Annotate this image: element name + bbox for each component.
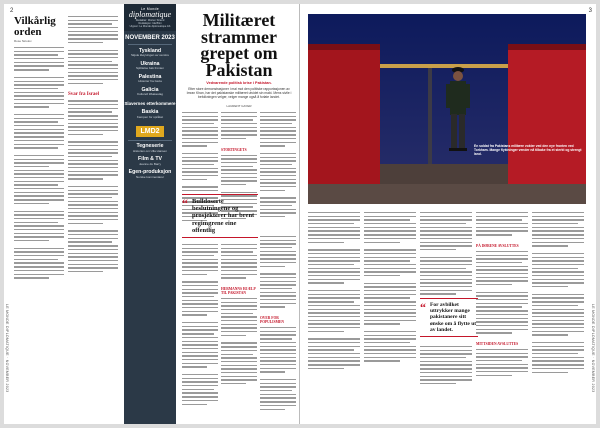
issue-sidebar <box>124 4 176 424</box>
left-page <box>4 4 300 424</box>
running-head-right: LE MONDE DIPLOMATIQUE · NOVEMBER 2023 <box>591 304 595 393</box>
issue-month: NOVEMBER 2023 <box>125 34 175 41</box>
section-subtitle: Kulturell tilbakeslag <box>137 92 163 97</box>
right-page <box>300 4 596 424</box>
pull-quote-text: Bulldoserte beslutningene og prosjekterer har brent regimgrene eine offentlig <box>192 198 255 234</box>
section-subtitle: Historier fra Gaza <box>138 79 162 84</box>
main-article-col2-lower <box>221 244 257 387</box>
main-article-title: Militæret strammer grepet om Pakistan <box>200 10 278 80</box>
section-title: Baskia <box>141 109 159 116</box>
pull-quote-text: For avbilket uttrykker mange pakistanere sitt ønske om å flytte ut av landet. <box>430 302 477 333</box>
photo-illustration <box>308 14 586 204</box>
soldier-border-photo <box>308 14 586 204</box>
publisher-line: Redaksjon: Ida Blixt <box>138 22 162 26</box>
section-subtitle: Historien om Ulla Hansen <box>132 148 167 153</box>
main-article-col1-lower <box>182 244 218 407</box>
right-col3 <box>420 212 472 297</box>
section-title: Slavernes etterkommere <box>124 100 176 106</box>
right-col1 <box>308 212 360 372</box>
photo-caption: En soldat fra Pakistans militære vokter ved den nye fronten ved Torkham. Mange flyktninger vender nå tilbake fra et sterkt og strengt land. <box>474 144 582 156</box>
quote-mark-icon: “ <box>182 196 188 210</box>
section-head: STORTINGETS <box>221 147 247 152</box>
left-article-byline: Rose Nicolov <box>14 39 32 43</box>
left-article <box>14 16 64 281</box>
section-title: Galicia <box>141 86 159 93</box>
publisher-line: Redaktør: Morten Strand <box>135 19 165 22</box>
right-col5 <box>532 212 584 375</box>
main-pull-quote <box>182 194 258 238</box>
main-article-lead: Etter store demonstrasjoner i mai mot den politiske rapportasjonen av Imran Khan, har det pakistanske militæret utvidet sin makt. Mens sivile i befolkningen velger, velger mange også å forlate landet. <box>186 87 292 99</box>
left-article-title: Vilkårlig orden <box>14 15 56 38</box>
quote-mark-icon: “ <box>420 300 426 314</box>
right-col4 <box>476 212 528 378</box>
section-subtitle: Splittelse bak fronten <box>135 66 165 71</box>
section-head: HERMANNS HJÆLP TIL PAKISTAN <box>221 286 256 295</box>
section-head: MITTSIDEN AVSLUTTES <box>476 341 519 346</box>
section-subtitle: Skjule kløyvingen av venstre <box>130 53 170 58</box>
section-title: Film & TV <box>138 156 162 163</box>
right-col2 <box>364 212 416 364</box>
main-article-col3-lower <box>260 236 296 412</box>
section-title: Ukraina <box>140 60 160 67</box>
running-head-left: LE MONDE DIPLOMATIQUE · NOVEMBER 2023 <box>5 304 9 393</box>
masthead <box>124 4 176 31</box>
section-head: OVER FOR POPULISMEN <box>260 316 284 325</box>
masthead-name: diplomatique <box>128 10 172 19</box>
section-subtitle: Kampen for språket <box>136 114 164 119</box>
right-pull-quote <box>420 298 478 337</box>
right-col3-lower <box>420 346 472 387</box>
newspaper-spread <box>4 4 596 424</box>
main-article-col3 <box>260 112 296 220</box>
page-number-left: 2 <box>10 8 14 14</box>
left-article-body-col2 <box>68 16 118 275</box>
masthead-prefix: Le Monde <box>141 7 159 11</box>
left-article-subheading: Svar fra Israel <box>68 92 100 98</box>
main-article-subtitle: Vedvarende politisk krise i Pakistan. <box>206 81 272 85</box>
section-head: PÅ DØRENE AVSLUTTES <box>476 243 519 248</box>
section-title: Tegneserie <box>136 143 164 150</box>
main-article-byline: LAURENT GAYER <box>226 104 252 108</box>
section-title: Egen-produksjon <box>128 169 172 176</box>
lmd2-logo: LMD2 <box>136 126 164 137</box>
page-number-right: 3 <box>588 8 592 14</box>
section-title: Palestina <box>138 73 162 80</box>
section-subtitle: Jeanne du Barry <box>138 161 161 166</box>
publisher-line: Utgiver: Le Monde diplomatique AS <box>129 25 171 29</box>
section-title: Tyskland <box>138 47 162 54</box>
section-subtitle: Norske kommentarer <box>135 174 164 179</box>
left-article-body-col1 <box>14 47 64 279</box>
